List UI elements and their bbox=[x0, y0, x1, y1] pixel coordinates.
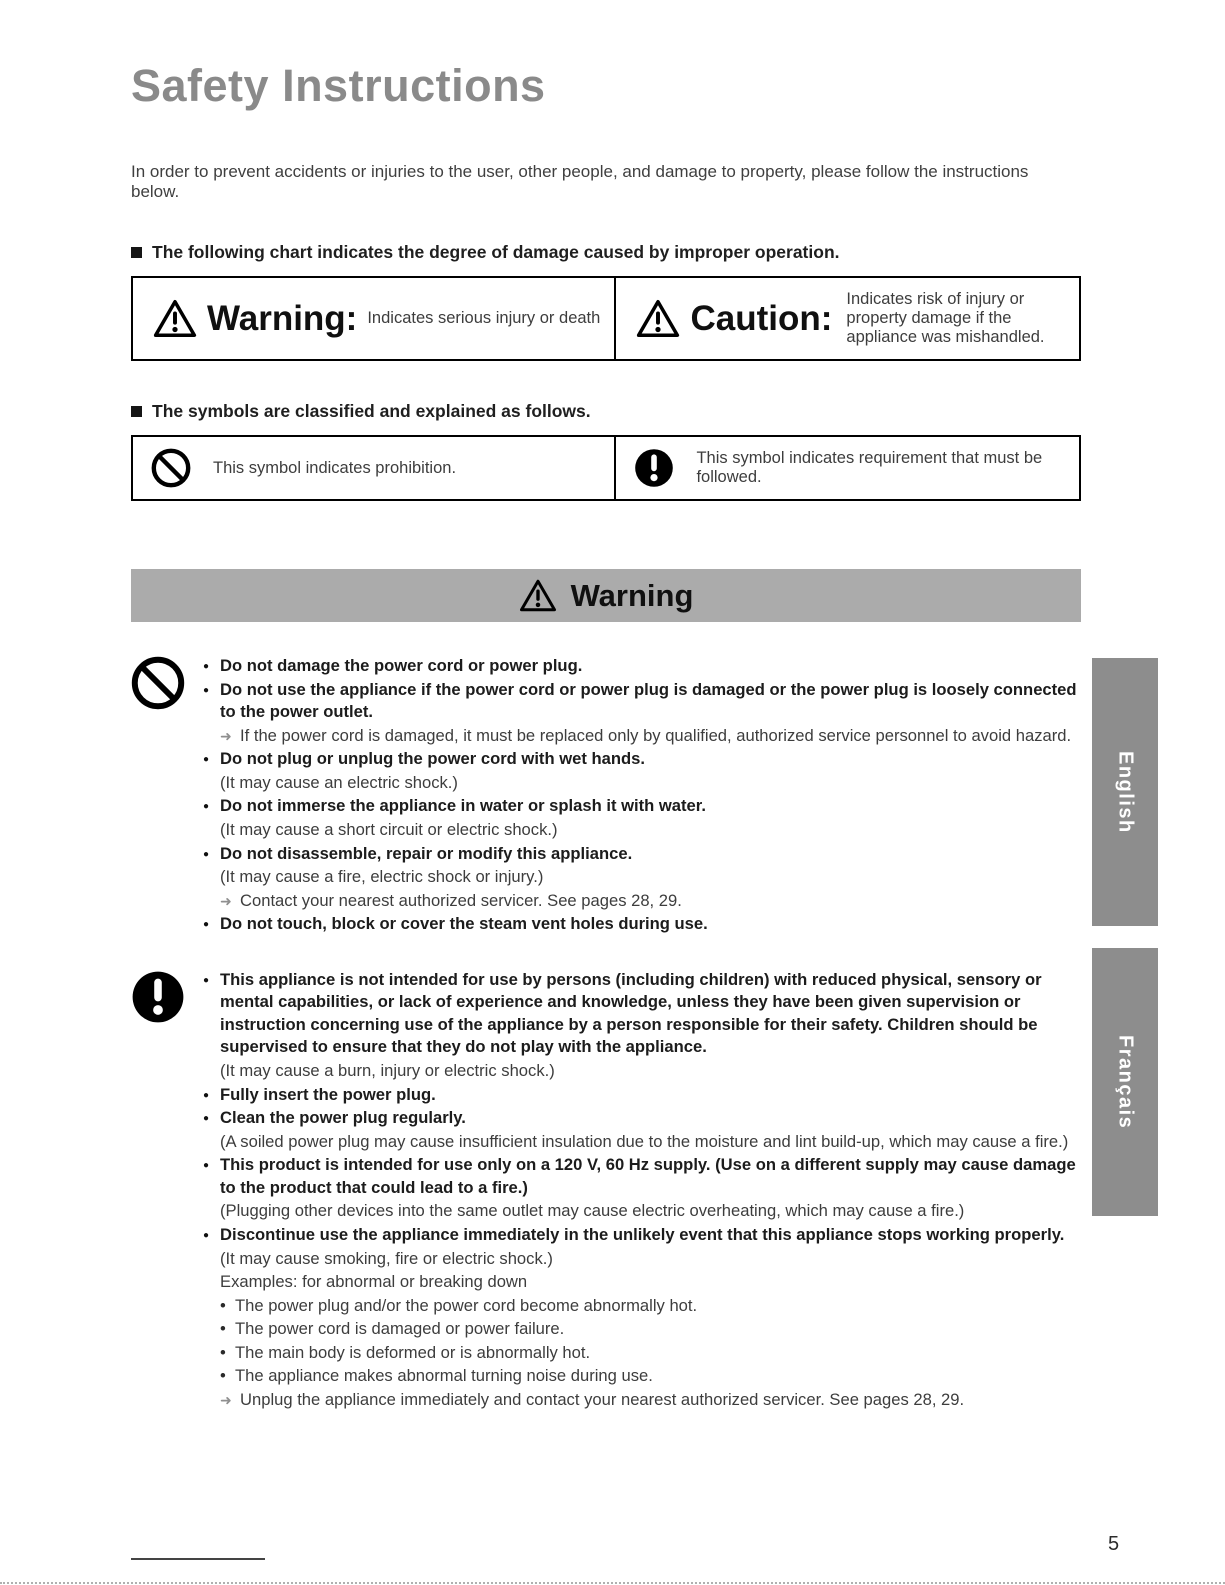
instruction-text: The power plug and/or the power cord become abnormally hot. bbox=[235, 1295, 698, 1315]
page-title: Safety Instructions bbox=[131, 60, 546, 111]
instruction-line-bold bbox=[203, 748, 1081, 771]
requirement-item-list bbox=[203, 968, 1081, 1412]
instruction-line-bold bbox=[203, 1084, 1081, 1107]
instruction-line-bold bbox=[203, 1107, 1081, 1130]
instruction-text: If the power cord is damaged, it must be replaced only by qualified, authorized service personnel to avoid hazard. bbox=[240, 725, 1072, 745]
prohibition-icon bbox=[131, 654, 189, 936]
instruction-line-bold bbox=[203, 679, 1081, 724]
language-tab-english bbox=[1092, 658, 1158, 926]
bullet-icon: ● bbox=[203, 919, 210, 931]
warning-triangle-icon bbox=[636, 299, 680, 338]
instruction-line-plain bbox=[220, 1248, 1081, 1271]
requirement-description: This symbol indicates requirement that must be followed. bbox=[696, 449, 1043, 486]
prohibition-section bbox=[131, 654, 1081, 936]
instruction-line-bold bbox=[203, 795, 1081, 818]
instruction-text: Do not damage the power cord or power plug. bbox=[220, 656, 583, 675]
warning-label: Warning: bbox=[207, 298, 358, 338]
language-tab-label: Français bbox=[1114, 1034, 1137, 1130]
instruction-text: Discontinue use the appliance immediately in the unlikely event that this appliance stops working properly. bbox=[220, 1224, 1065, 1244]
prohibition-description: This symbol indicates prohibition. bbox=[213, 458, 457, 477]
section-heading-damage-chart bbox=[131, 242, 1081, 263]
warning-cell bbox=[132, 277, 615, 360]
instruction-line-bullet bbox=[220, 1365, 1081, 1388]
caution-cell bbox=[615, 277, 1080, 360]
warning-description: Indicates serious injury or death bbox=[367, 309, 601, 327]
footer-line bbox=[131, 1558, 265, 1560]
instruction-line-plain bbox=[220, 1060, 1081, 1083]
severity-table bbox=[131, 276, 1081, 361]
symbols-table bbox=[131, 435, 1081, 501]
instruction-text: The power cord is damaged or power failure. bbox=[235, 1319, 565, 1339]
warning-triangle-icon bbox=[519, 579, 557, 612]
warning-banner bbox=[131, 569, 1081, 622]
prohibition-icon bbox=[151, 448, 191, 488]
instruction-text: (It may cause a burn, injury or electric shock.) bbox=[220, 1061, 555, 1080]
instruction-text: (It may cause an electric shock.) bbox=[220, 772, 458, 792]
page-number: 5 bbox=[1108, 1533, 1120, 1555]
bullet-icon: ● bbox=[203, 1160, 210, 1172]
instruction-text: (It may cause a fire, electric shock or injury.) bbox=[220, 867, 544, 887]
requirement-icon bbox=[131, 968, 189, 1412]
instruction-text: The appliance makes abnormal turning noise during use. bbox=[235, 1366, 653, 1386]
arrow-icon: ➜ bbox=[220, 892, 232, 909]
section-heading-symbols bbox=[131, 401, 1081, 422]
instruction-text: Clean the power plug regularly. bbox=[220, 1108, 466, 1128]
warning-triangle-icon bbox=[153, 299, 197, 338]
instruction-line-bold bbox=[203, 913, 1081, 936]
instruction-line-arrow bbox=[220, 725, 1081, 748]
instruction-text: Unplug the appliance immediately and contact your nearest authorized servicer. See pages 28, 29. bbox=[240, 1389, 965, 1409]
bullet-icon: ● bbox=[203, 661, 210, 672]
instruction-line-bold bbox=[203, 969, 1081, 1059]
square-bullet-icon bbox=[131, 406, 142, 417]
caution-description: Indicates risk of injury or property damage if the appliance was mishandled. bbox=[846, 290, 1045, 346]
bullet-icon: ● bbox=[203, 684, 210, 696]
instruction-text: (It may cause a short circuit or electric shock.) bbox=[220, 819, 558, 839]
instruction-text: Contact your nearest authorized servicer. See pages 28, 29. bbox=[240, 890, 682, 910]
sub-bullet-icon: • bbox=[220, 1295, 226, 1315]
language-tab-label: English bbox=[1114, 750, 1137, 834]
instruction-text: Do not use the appliance if the power cord or power plug is damaged or the power plug is loosely connected to the power outlet. bbox=[220, 679, 1077, 722]
instruction-line-arrow bbox=[220, 890, 1081, 913]
instruction-line-plain bbox=[220, 1271, 1081, 1294]
section-heading-text: The symbols are classified and explained as follows. bbox=[152, 401, 591, 421]
language-tab-francais bbox=[1092, 948, 1158, 1216]
arrow-icon: ➜ bbox=[220, 1391, 232, 1408]
instruction-line-bullet bbox=[220, 1318, 1081, 1341]
instruction-line-bold bbox=[203, 1154, 1081, 1199]
sub-bullet-icon: • bbox=[220, 1366, 226, 1386]
requirement-symbol-cell bbox=[615, 436, 1080, 500]
instruction-line-arrow bbox=[220, 1389, 1081, 1412]
requirement-icon bbox=[634, 448, 674, 488]
instruction-line-bold bbox=[203, 655, 1081, 678]
instruction-line-plain bbox=[220, 1200, 1081, 1223]
bullet-icon: ● bbox=[203, 848, 210, 860]
instruction-text: (A soiled power plug may cause insufficient insulation due to the moisture and lint build-up, which may cause a fire.) bbox=[220, 1131, 1069, 1151]
instruction-line-plain bbox=[220, 1131, 1081, 1154]
instruction-text: (It may cause smoking, fire or electric shock.) bbox=[220, 1248, 553, 1268]
instruction-line-plain bbox=[220, 866, 1081, 889]
instruction-line-bullet bbox=[220, 1295, 1081, 1318]
warning-banner-label: Warning bbox=[570, 577, 694, 613]
instruction-line-plain bbox=[220, 772, 1081, 795]
requirement-section bbox=[131, 968, 1081, 1412]
instruction-text: Do not plug or unplug the power cord with wet hands. bbox=[220, 749, 645, 769]
sub-bullet-icon: • bbox=[220, 1319, 226, 1339]
instruction-text: Fully insert the power plug. bbox=[220, 1084, 436, 1104]
instruction-line-bold bbox=[203, 1224, 1081, 1247]
bullet-icon: ● bbox=[203, 754, 210, 766]
instruction-text: Examples: for abnormal or breaking down bbox=[220, 1272, 528, 1292]
instruction-text: Do not immerse the appliance in water or splash it with water. bbox=[220, 796, 706, 816]
arrow-icon: ➜ bbox=[220, 727, 232, 744]
instruction-text: Do not touch, block or cover the steam vent holes during use. bbox=[220, 914, 708, 934]
prohibition-item-list bbox=[203, 654, 1081, 936]
bullet-icon: ● bbox=[203, 1089, 210, 1101]
instruction-text: (Plugging other devices into the same outlet may cause electric overheating, which may cause a fire.) bbox=[220, 1201, 965, 1221]
prohibition-symbol-cell bbox=[132, 436, 615, 500]
instruction-line-bullet bbox=[220, 1342, 1081, 1365]
bullet-icon: ● bbox=[203, 801, 210, 813]
instruction-text: Do not disassemble, repair or modify this appliance. bbox=[220, 843, 633, 863]
section-heading-text: The following chart indicates the degree of damage caused by improper operation. bbox=[152, 242, 840, 262]
instruction-text: The main body is deformed or is abnormally hot. bbox=[235, 1342, 591, 1362]
square-bullet-icon bbox=[131, 247, 142, 258]
bullet-icon: ● bbox=[203, 1229, 210, 1241]
scan-artifact-line bbox=[0, 1582, 1225, 1584]
instruction-line-plain bbox=[220, 819, 1081, 842]
instruction-text: This product is intended for use only on a 120 V, 60 Hz supply. (Use on a different supply may cause damage to the product that could lead to a fire.) bbox=[220, 1155, 1076, 1197]
intro-text: In order to prevent accidents or injuries to the user, other people, and damage to property, please follow the instructions below. bbox=[131, 162, 1029, 201]
caution-label: Caution: bbox=[690, 298, 833, 338]
instruction-line-bold bbox=[203, 843, 1081, 866]
bullet-icon: ● bbox=[203, 974, 210, 986]
sub-bullet-icon: • bbox=[220, 1342, 226, 1362]
bullet-icon: ● bbox=[203, 1113, 210, 1125]
instruction-text: This appliance is not intended for use by persons (including children) with reduced physical, sensory or mental capabilities, or lack of experience and knowledge, unless they have been given supervision or instruction concerning use of the appliance by a person responsible for their safety. Children should be supervised to ensure that they do not play with the appliance. bbox=[220, 969, 1042, 1057]
